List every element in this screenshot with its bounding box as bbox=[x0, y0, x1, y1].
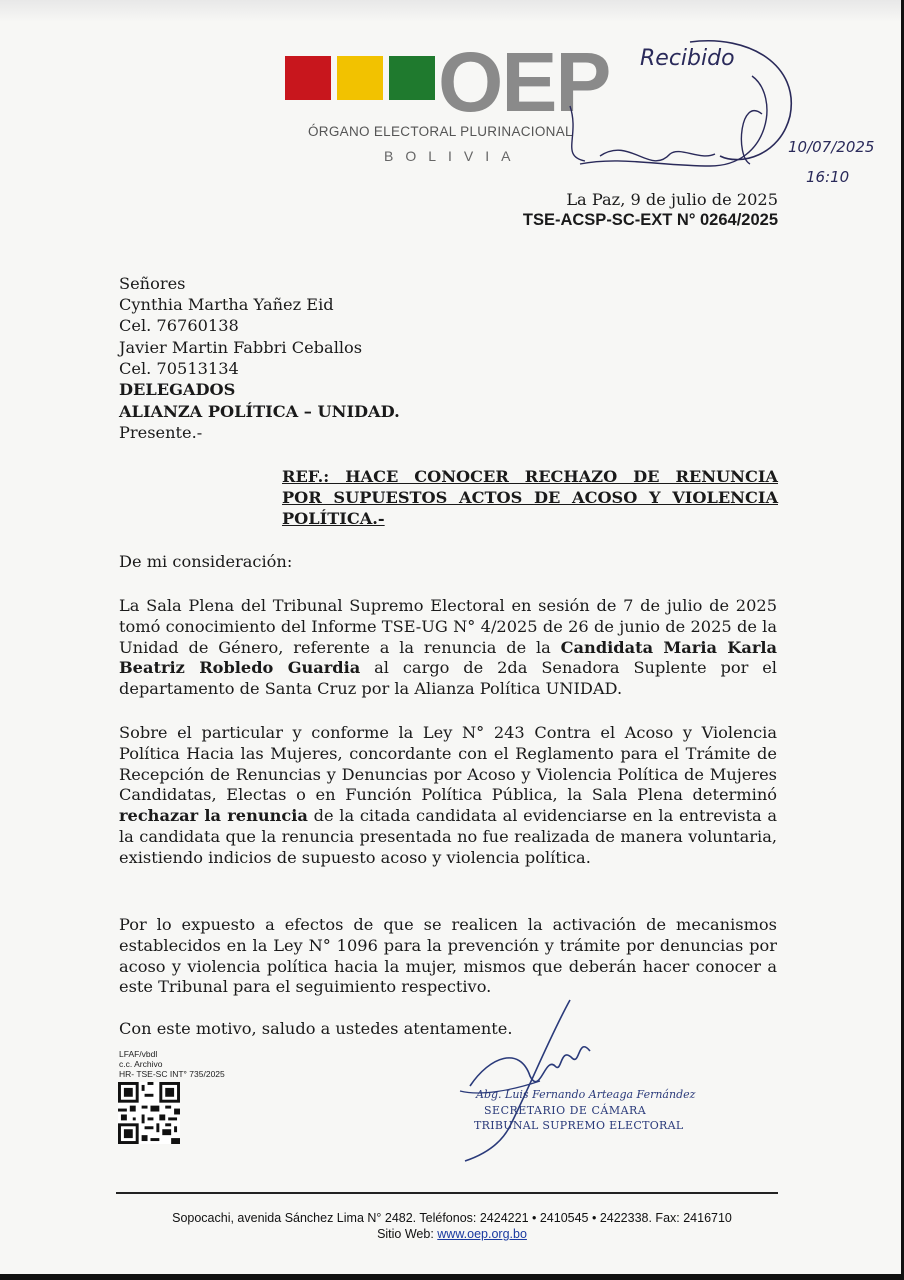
recipient-phone-1: Cel. 76760138 bbox=[119, 316, 239, 335]
org-name: ÓRGANO ELECTORAL PLURINACIONAL bbox=[308, 124, 573, 139]
received-date: 10/07/2025 bbox=[788, 138, 875, 156]
references-small bbox=[119, 1049, 225, 1079]
paragraph-2: Sobre el particular y conforme la Ley N° 243 Contra el Acoso y Violencia Política Hacia las Mujeres, concordante con el Reglamento para el Trámite de Recepción de Renuncias y Denuncias por Acoso y Violencia Política de Mujeres Candidatas, Electas o en Función Política Pública, la Sala Plena determinó rechazar la renuncia de la citada candidata al evidenciarse en la entrevista a la candidata que la renuncia presentada no fue realizada de manera voluntaria, existiendo indicios de supuesto acoso y violencia política. bbox=[119, 723, 777, 867]
place-date: La Paz, 9 de julio de 2025 bbox=[566, 190, 778, 209]
scan-top-strip bbox=[0, 0, 904, 22]
signature bbox=[450, 996, 650, 1166]
candidate-name: Candidata Maria Karla Beatriz Robledo Guardia bbox=[119, 637, 777, 678]
received-time: 16:10 bbox=[806, 168, 850, 186]
scan-bottom-edge bbox=[0, 1274, 904, 1280]
signer-name: Abg. Luis Fernando Arteaga Fernández bbox=[476, 1088, 696, 1101]
paragraph-3: Por lo expuesto a efectos de que se realicen la activación de mecanismos establecidos en la Ley N° 1096 para la prevención y trámite por denuncias por acoso y violencia política hacia la mujer, mismos que deberán hacer conocer a este Tribunal para el seguimiento respectivo. bbox=[119, 915, 777, 997]
footer-address: Sopocachi, avenida Sánchez Lima N° 2482. Teléfonos: 2424221 • 2410545 • 2422338. Fax: 2416710 bbox=[172, 1211, 732, 1225]
reference-line-1: REF.: HACE CONOCER RECHAZO DE RENUNCIA bbox=[282, 467, 778, 486]
reference-line-2: POR SUPUESTOS ACTOS DE ACOSO Y VIOLENCIA bbox=[282, 488, 778, 507]
received-handwritten: Recibido bbox=[640, 46, 735, 71]
recipient-name-1: Cynthia Martha Yañez Eid bbox=[119, 295, 334, 314]
qr-code bbox=[118, 1082, 180, 1144]
cc-archivo: c.c. Archivo bbox=[119, 1059, 163, 1069]
reference-line-3: POLÍTICA.- bbox=[282, 509, 385, 528]
salutation: Señores bbox=[119, 274, 186, 293]
greeting: De mi consideración: bbox=[119, 552, 293, 571]
logo-green-square bbox=[389, 56, 435, 100]
logo-wordmark: OEP bbox=[438, 35, 610, 129]
logo-yellow-square bbox=[337, 56, 383, 100]
hr-number: HR- TSE-SC INT° 735/2025 bbox=[119, 1069, 225, 1079]
document-code: TSE-ACSP-SC-EXT N° 0264/2025 bbox=[522, 211, 778, 229]
recipient-role: DELEGADOS bbox=[119, 380, 236, 399]
recipient-org: ALIANZA POLÍTICA – UNIDAD. bbox=[119, 402, 400, 421]
footer-web-label: Sitio Web: bbox=[377, 1227, 438, 1241]
initials: LFAF/vbdl bbox=[119, 1049, 158, 1059]
recipient-name-2: Javier Martin Fabbri Ceballos bbox=[119, 338, 363, 357]
signer-institution: TRIBUNAL SUPREMO ELECTORAL bbox=[474, 1119, 684, 1132]
presente: Presente.- bbox=[119, 423, 203, 442]
closing: Con este motivo, saludo a ustedes atentamente. bbox=[119, 1019, 513, 1038]
recipient-phone-2: Cel. 70513134 bbox=[119, 359, 239, 378]
reference-block bbox=[282, 466, 778, 529]
logo-red-square bbox=[285, 56, 331, 100]
footer-divider bbox=[116, 1192, 778, 1194]
footer-web bbox=[0, 1227, 904, 1241]
country-name: BOLIVIA bbox=[384, 148, 523, 164]
footer-web-link[interactable]: www.oep.org.bo bbox=[437, 1227, 527, 1241]
signer-title: SECRETARIO DE CÁMARA bbox=[484, 1104, 647, 1117]
decision-text: rechazar la renuncia bbox=[119, 806, 308, 826]
paragraph-1: La Sala Plena del Tribunal Supremo Electoral en sesión de 7 de julio de 2025 tomó conocimiento del Informe TSE-UG N° 4/2025 de 26 de junio de 2025 de la Unidad de Género, referente a la renuncia de la Candidata Maria Karla Beatriz Robledo Guardia al cargo de 2da Senadora Suplente por el departamento de Santa Cruz por la Alianza Política UNIDAD. bbox=[119, 596, 777, 699]
